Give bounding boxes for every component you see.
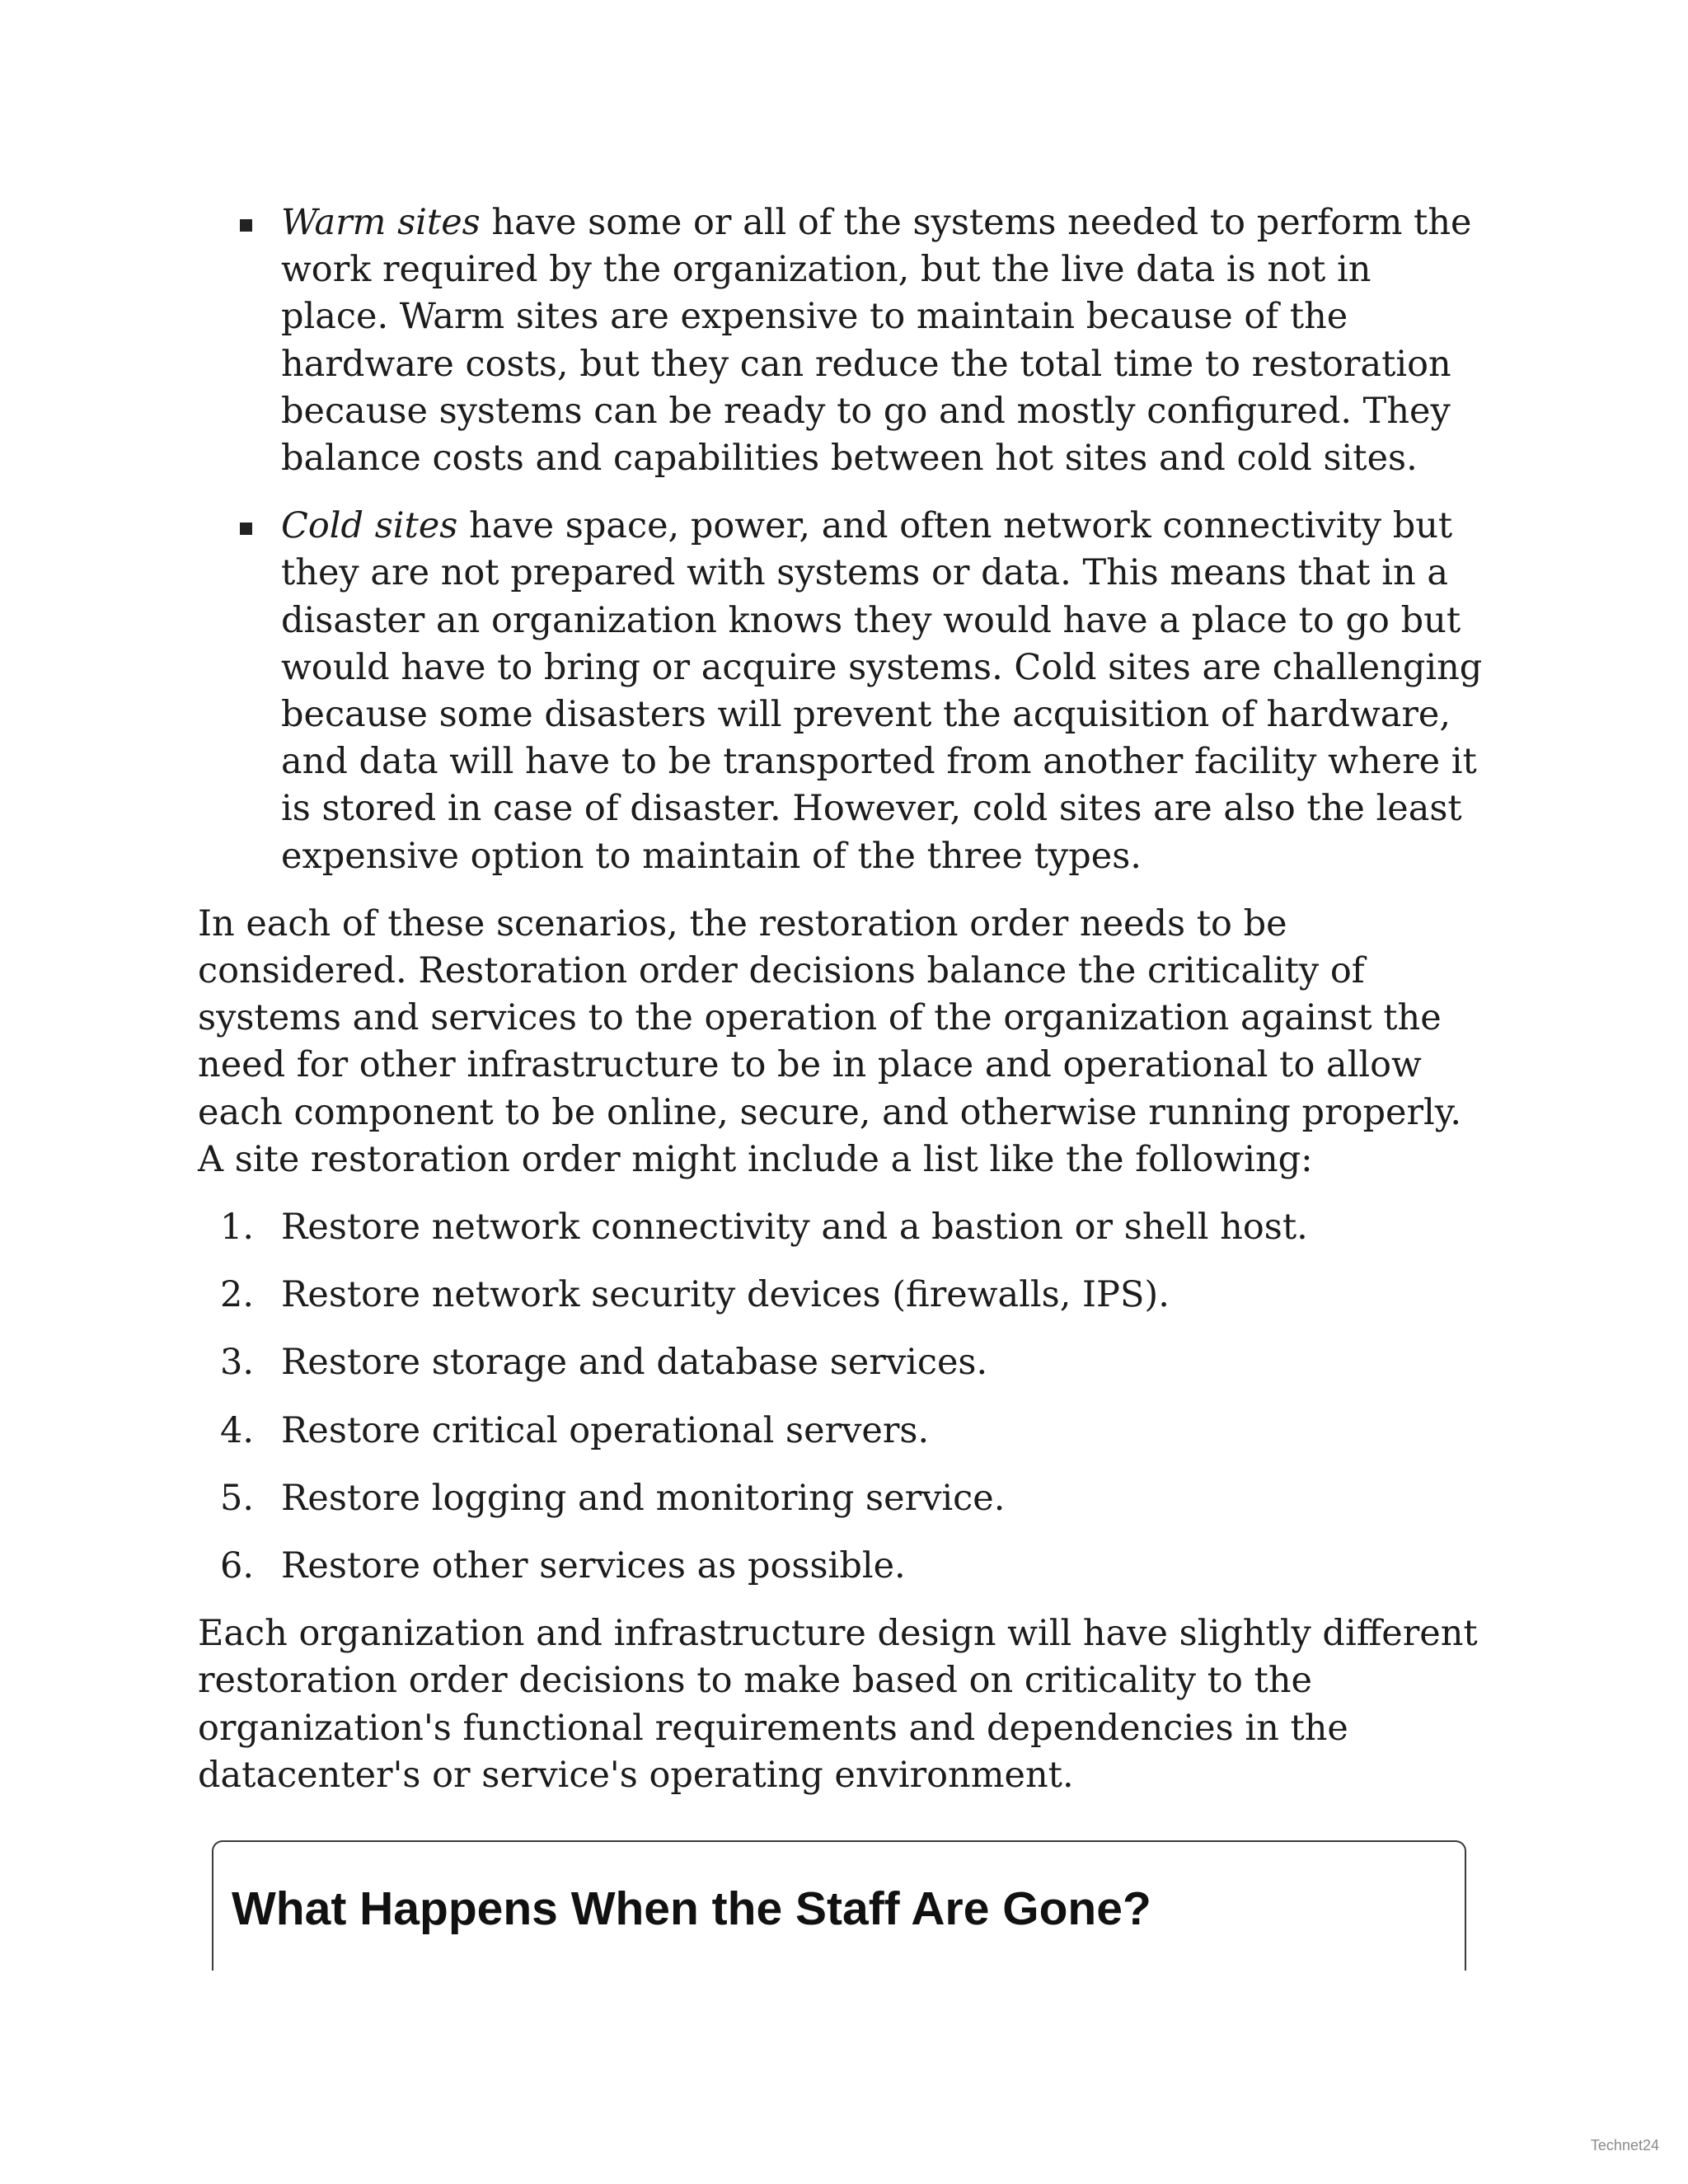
sidebar-box	[212, 1840, 1466, 1971]
page-content	[198, 199, 1484, 1971]
step-number: 4.	[219, 1409, 254, 1451]
step-text: Restore critical operational servers.	[281, 1409, 930, 1451]
step-number: 5.	[219, 1477, 254, 1519]
list-item-cold-sites	[281, 503, 1484, 880]
step-text: Restore network connectivity and a bastion or shell host.	[281, 1207, 1308, 1249]
bullet-text: have space, power, and often network connectivity but they are not prepared with systems or data. This means that in a disaster an organization knows they would have a place to go but would have to bring or acquire systems. Cold sites are challenging because some disasters will prevent the acquisition of hardware, and data will have to be transported from another facility where it is stored in case of disaster. However, cold sites are also the least expensive option to maintain of the three types.	[281, 505, 1483, 877]
site-types-list	[198, 199, 1484, 880]
list-item-warm-sites	[281, 199, 1484, 482]
sidebar-title: What Happens When the Staff Are Gone?	[232, 1882, 1151, 1936]
restoration-step	[219, 1543, 1484, 1590]
restoration-step	[219, 1408, 1484, 1455]
bullet-square-icon	[240, 219, 252, 232]
step-number: 3.	[219, 1342, 254, 1384]
bullet-text: have some or all of the systems needed to perform the work required by the organization, but the live data is not in place. Warm sites are expensive to maintain because of the hardware costs, but they can reduce the total time to restoration because systems can be ready to go and mostly configured. They balance costs and capabilities between hot sites and cold sites.	[281, 202, 1472, 480]
step-number: 6.	[219, 1545, 254, 1587]
step-text: Restore storage and database services.	[281, 1342, 988, 1384]
bullet-square-icon	[240, 523, 252, 535]
step-number: 2.	[219, 1274, 254, 1316]
restoration-step	[219, 1475, 1484, 1522]
step-number: 1.	[219, 1207, 254, 1249]
restoration-step	[219, 1272, 1484, 1319]
step-text: Restore logging and monitoring service.	[281, 1477, 1006, 1519]
restoration-step	[219, 1339, 1484, 1386]
step-text: Restore network security devices (firewalls, IPS).	[281, 1274, 1170, 1316]
term-cold-sites: Cold sites	[281, 505, 458, 547]
step-text: Restore other services as possible.	[281, 1545, 906, 1587]
restoration-order-paragraph: In each of these scenarios, the restoration order needs to be considered. Restoration order decisions balance the criticality of systems and services to the operation of the organization against the need for other infrastructure to be in place and operational to allow each component to be online, secure, and otherwise running properly. A site restoration order might include a list like the following:	[198, 902, 1462, 1180]
closing-paragraph: Each organization and infrastructure design will have slightly different restoration order decisions to make based on criticality to the organization's functional requirements and dependencies in the datacenter's or service's operating environment.	[198, 1613, 1478, 1796]
restoration-steps-list	[198, 1204, 1484, 1590]
restoration-step	[219, 1204, 1484, 1251]
watermark: Technet24	[1590, 2137, 1659, 2154]
term-warm-sites: Warm sites	[281, 202, 481, 243]
